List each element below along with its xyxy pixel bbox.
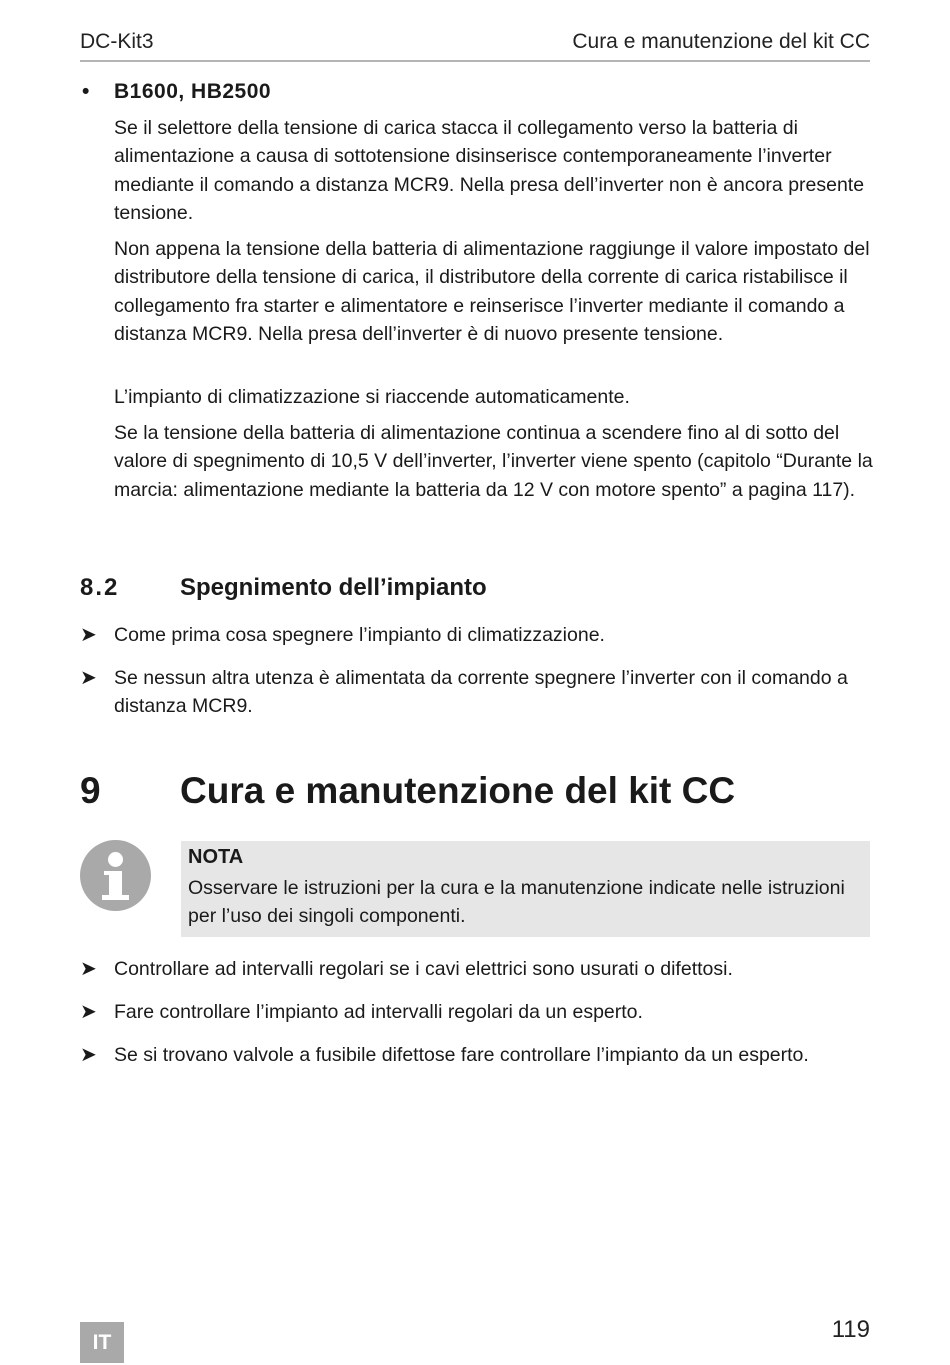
info-icon [80,840,151,911]
paragraph-4: Se la tensione della batteria di alimentazione continua a scendere fino al di sotto del valore di spegnimento di 10,5 V dell’inverter, l’inverter viene spento (capitolo “Durante la marcia: alimentazione mediante la batteria da 12 V con motore spento” a pagina 117). [114,422,873,501]
step-text: Se si trovano valvole a fusibile difettose fare controllare l’impianto da un esperto. [114,1044,809,1066]
arrow-icon: ➤ [80,958,97,980]
arrow-icon: ➤ [80,624,97,646]
section-title: Spegnimento dell’impianto [180,574,487,601]
paragraph-2: Non appena la tensione della batteria di alimentazione raggiunge il valore impostato del distributore della tensione di carica, il distributore della corrente di carica ristabilisce il collegamento fra starter e alimentatore e reinserisce l’inverter mediante il comando a distanza MCR9. Nella presa dell’inverter è di nuovo presente tensione. [114,238,870,345]
section-number: 8.2 [80,574,120,601]
arrow-icon: ➤ [80,667,97,689]
arrow-icon: ➤ [80,1044,97,1066]
step-text: Fare controllare l’impianto ad intervalli regolari da un esperto. [114,1001,643,1023]
note-title: NOTA [188,846,244,868]
chapter-number: 9 [80,770,101,811]
arrow-icon: ➤ [80,1001,97,1023]
step-text: Come prima cosa spegnere l’impianto di climatizzazione. [114,624,605,646]
step-text: Controllare ad intervalli regolari se i cavi elettrici sono usurati o difettosi. [114,958,733,980]
note-box [181,841,870,937]
page-header [80,30,870,62]
chapter-title: Cura e manutenzione del kit CC [180,770,736,811]
page-number: 119 [831,1316,870,1343]
bullet-symbol: • [82,80,90,103]
paragraph-1: Se il selettore della tensione di carica stacca il collegamento verso la batteria di alimentazione a causa di sottotensione disinserisce contemporaneamente l’inverter mediante il comando a distanza MCR9. Nella presa dell’inverter non è ancora presente tensione. [114,117,865,224]
step-text: Se nessun altra utenza è alimentata da corrente spegnere l’inverter con il comando a distanza MCR9. [114,667,848,718]
note-text: Osservare le istruzioni per la cura e la manutenzione indicate nelle istruzioni per l’uso dei singoli componenti. [188,877,845,928]
header-chapter-title: Cura e manutenzione del kit CC [572,30,870,53]
language-badge: IT [80,1322,124,1363]
paragraph-3: L’impianto di climatizzazione si riaccende automaticamente. [114,386,630,408]
bullet-heading-text: B1600, HB2500 [114,80,272,103]
header-doc-title: DC-Kit3 [80,30,154,53]
